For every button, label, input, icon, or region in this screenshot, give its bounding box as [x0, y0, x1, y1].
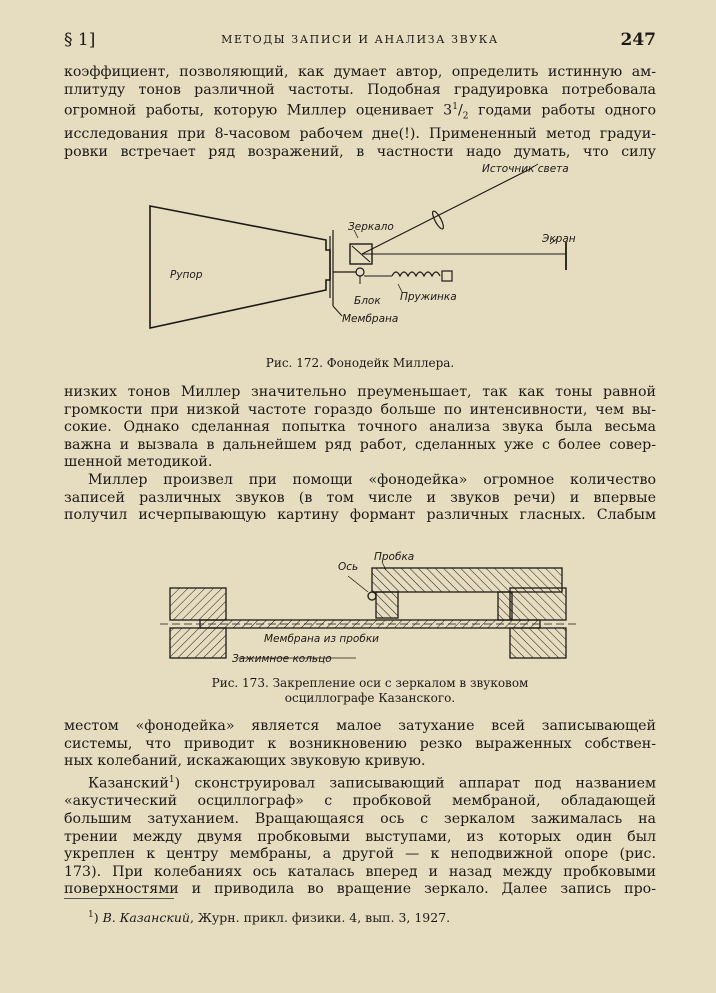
label-screen: Экран: [542, 233, 576, 245]
text-line: получил исчерпывающую картину формант различных гласных. Слабым: [64, 507, 656, 524]
footnote: $^1$) В. Казанский, Журн. прикл. физики. 4, вып. 3, 1927.: [88, 910, 451, 926]
label-block: Блок: [354, 295, 381, 307]
text-line: сокие. Однако сделанная попытка точного анализа звука была весьма: [64, 419, 656, 436]
text-line: огромной работы, которую Миллер оценивает $3^1/_2$ годами работы одного: [64, 102, 656, 122]
caption-line: осциллографе Казанского.: [284, 691, 456, 705]
text-line: Миллер произвел при помощи «фонодейка» огромное количество: [88, 472, 656, 488]
footnote-text: , Журн. прикл. физики. 4, вып. 3, 1927.: [189, 910, 451, 926]
axle-icon: [368, 592, 376, 600]
footnote-rule: [64, 898, 174, 899]
text-line: важна и вызвала в дальнейшем ряд работ, сделанных уже с более совер-: [64, 436, 656, 453]
text-line: низких тонов Миллер значительно преуменьшает, так как тоны равной: [64, 384, 656, 400]
left-upper-ring: [170, 588, 226, 620]
figure-172-phonodeik: [130, 158, 600, 338]
chapter-title: МЕТОДЫ ЗАПИСИ И АНАЛИЗА ЗВУКА: [221, 33, 499, 46]
section-mark: § 1]: [64, 30, 96, 50]
text-line: ровки встречает ряд возражений, в частности надо думать, что силу: [64, 143, 656, 160]
paragraph-4: [64, 718, 656, 771]
label-axis: Ось: [338, 561, 359, 573]
text-line: системы, что приводит к возникновению резко выраженных собствен-: [64, 735, 656, 752]
text-line: громкости при низкой частоте гораздо больше по интенсивности, чем вы-: [64, 401, 656, 418]
footnote-author: В. Казанский: [102, 910, 190, 926]
figure-173-caption: [150, 676, 590, 706]
left-lower-ring: [170, 628, 226, 658]
label-clamp-ring: Зажимное кольцо: [232, 653, 332, 665]
label-mirror: Зеркало: [348, 221, 394, 233]
paragraph-1: [64, 64, 656, 162]
text-line: плитуду тонов различной частоты. Подобная градуировка потребовала: [64, 81, 656, 98]
horn-shape: [150, 206, 330, 328]
paragraph-3: [64, 472, 656, 525]
paragraph-2: [64, 384, 656, 472]
text-line: поверхностями и приводила во вращение зеркало. Далее запись про-: [64, 881, 656, 898]
figure-173-mount: [160, 548, 580, 670]
label-spring: Пружинка: [400, 291, 457, 303]
figure-172-caption: Рис. 172. Фонодейк Миллера.: [265, 356, 455, 370]
text-line: трении между двумя пробковыми выступами, из которых один был: [64, 828, 656, 845]
label-cork-membrane: Мембрана из пробки: [264, 633, 379, 645]
text-line: 173). При колебаниях ось каталась вперед и назад между пробковыми: [64, 863, 656, 880]
text-line: Казанский$^1$) сконструировал записывающий аппарат под названием: [88, 775, 656, 792]
spring-coil: [392, 272, 440, 276]
text-line: ных колебаний, искажающих звуковую кривую.: [64, 753, 426, 770]
label-light-source: Источник света: [482, 163, 569, 175]
text-line: шенной методикой.: [64, 454, 213, 471]
text-line: записей различных звуков (в том числе и звуков речи) и впервые: [64, 489, 656, 506]
pulley-icon: [356, 268, 364, 276]
footnote-marker: 1: [88, 910, 94, 920]
page-number: 247: [620, 30, 656, 50]
text-line: местом «фонодейка» является малое затухание всей записывающей: [64, 718, 656, 734]
text-line: большим затуханием. Вращающаяся ось с зеркалом зажималась на: [64, 810, 656, 827]
label-membrane: Мембрана: [342, 313, 399, 325]
text-line: «акустический осциллограф» с пробковой мембраной, обладающей: [64, 793, 656, 810]
text-line: укреплен к центру мембраны, а другой — к неподвижной опоре (рис.: [64, 846, 656, 863]
label-horn: Рупор: [170, 269, 203, 281]
text-line: коэффициент, позволяющий, как думает автор, определить истинную ам-: [64, 64, 656, 80]
light-ray: [362, 170, 528, 254]
caption-line: Рис. 173. Закрепление оси с зеркалом в звуковом: [211, 676, 529, 690]
right-upper-ring: [510, 588, 566, 620]
text-line: исследования при 8-часовом рабочем дне(!). Примененный метод градуи-: [64, 126, 656, 143]
running-header: [64, 30, 656, 52]
paragraph-5: [64, 772, 656, 899]
right-lower-ring: [510, 628, 566, 658]
label-cork: Пробка: [374, 551, 415, 563]
